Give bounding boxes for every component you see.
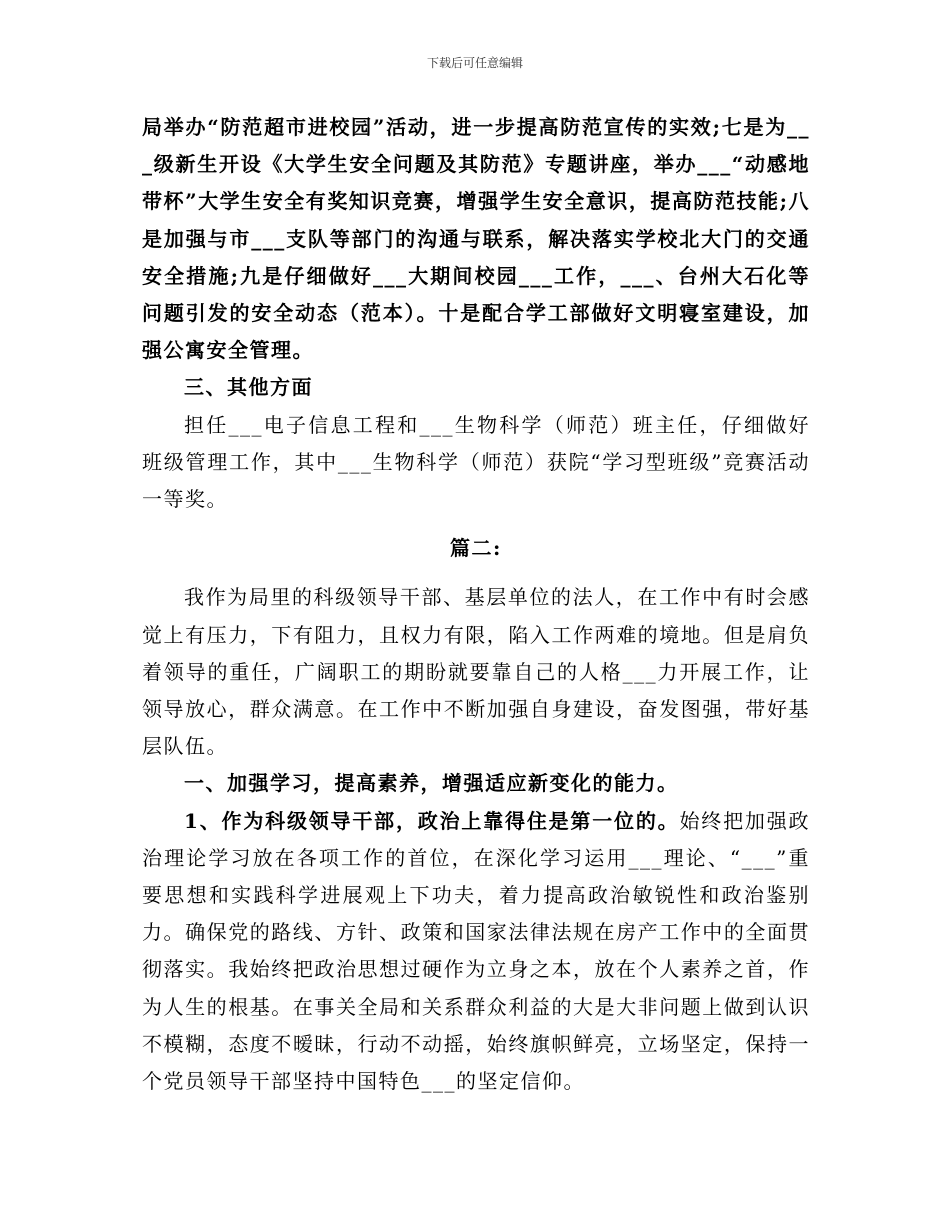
page-header: 下载后可任意编辑 — [426, 56, 523, 70]
heading-other-aspects: 三、其他方面 — [184, 375, 313, 400]
paragraph-lead-sentence: 1、作为科级领导干部，政治上靠得住是第一位的。 — [184, 808, 680, 833]
paragraph-body-text: 始终把加强政治理论学习放在各项工作的首位，在深化学习运用___理论、“___”重要思想和实践科学进展观上下功夫，着力提高政治敏锐性和政治鉴别力。确保党的路线、方针、政策和国家法律法规在房产工作中的全面贯彻落实。我始终把政治思想过硬作为立身之本，放在个人素养之首，作为人生的根基。在事关全局和关系群众利益的大是大非问题上做到认识不模糊，态度不暧昧，行动不动摇，始终旗帜鲜亮，立场坚定，保持一个党员领导干部坚持中国特色___的坚定信仰。 — [142, 808, 811, 1094]
section-title: 篇二: — [450, 536, 502, 561]
paragraph-political-reliability — [142, 803, 810, 1101]
paragraph-class-teacher: 担任___电子信息工程和___生物科学（师范）班主任，仔细做好班级管理工作，其中___生物科学（师范）获院“学习型班级”竞赛活动一等奖。 — [142, 412, 810, 512]
paragraph-security-activities: 局举办“防范超市进校园”活动，进一步提高防范宣传的实效;七是为___级新生开设《大学生安全问题及其防范》专题讲座，举办___“动感地带杯”大学生安全有奖知识竞赛，增强学生安全意识，提高防范技能;八是加强与市___支队等部门的沟通与联系，解决落实学校北大门的交通安全措施;九是仔细做好___大期间校园___工作，___、台州大石化等问题引发的安全动态（范本）。十是配合学工部做好文明寝室建设，加强公寓安全管理。 — [142, 115, 810, 363]
document-body — [142, 109, 810, 1100]
paragraph-introduction: 我作为局里的科级领导干部、基层单位的法人，在工作中有时会感觉上有压力，下有阻力，且权力有限，陷入工作两难的境地。但是肩负着领导的重任，广阔职工的期盼就要靠自己的人格___力开展工作，让领导放心，群众满意。在工作中不断加强自身建设，奋发图强，带好基层队伍。 — [142, 585, 810, 759]
heading-strengthen-study: 一、加强学习，提高素养，增强适应新变化的能力。 — [184, 771, 679, 796]
